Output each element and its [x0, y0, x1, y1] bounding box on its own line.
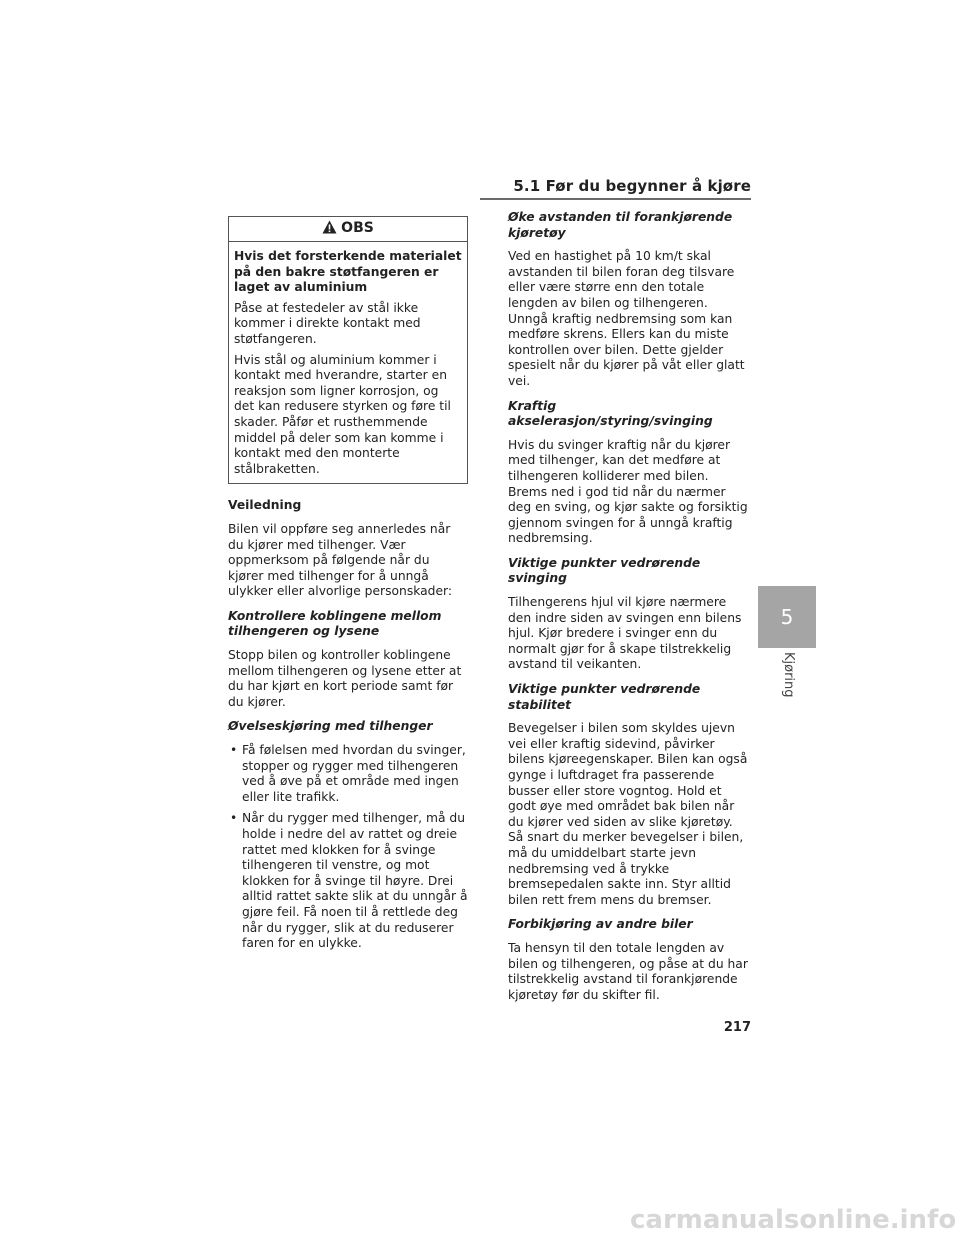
right-column: [508, 210, 751, 1012]
forbikjoring-text: Ta hensyn til den totale lengden av bilen og tilhengeren, og påse at du har tilstrekkelig avstand til forankjørende kjøretøy før du skifter fil.: [508, 940, 748, 1002]
obs-warning-box: [228, 216, 468, 484]
chapter-tab-number: 5: [758, 586, 816, 648]
list-item: • Få følelsen med hvordan du svinger, stopper og rygger med tilhengeren ved å øve på et område med ingen eller lite trafikk.: [228, 743, 468, 805]
forbikjoring-heading: Forbikjøring av andre biler: [508, 917, 693, 932]
obs-paragraph: Hvis stål og aluminium kommer i kontakt med hverandre, starter en reaksjon som ligner korrosjon, og det kan redusere styrken og føre til skader. Påfør et rusthemmende middel på deler som kan komme i kontakt med den monterte stålbraketten.: [234, 352, 451, 476]
koblinger-heading: Kontrollere koblingene mellom tilhengeren og lysene: [228, 608, 442, 639]
section-header-title: 5.1 Før du begynner å kjøre: [513, 177, 751, 195]
stabilitet-heading: Viktige punkter vedrørende stabilitet: [508, 682, 701, 712]
veiledning-heading: Veiledning: [228, 498, 302, 513]
chapter-tab-label: Kjøring: [781, 652, 796, 698]
watermark: carmanualsonline.info: [630, 1205, 957, 1235]
koblinger-text: Stopp bilen og kontroller koblingene mellom tilhengeren og lysene etter at du har kjørt en kort periode samt før du kjører.: [228, 648, 462, 709]
obs-label: OBS: [341, 220, 374, 237]
svinging-heading: Viktige punkter vedrørende svinging: [508, 555, 701, 586]
ovelse-heading: Øvelseskjøring med tilhenger: [228, 719, 433, 734]
veiledning-text: Bilen vil oppføre seg annerledes når du kjører med tilhenger. Vær oppmerksom på følgende når du kjører med tilhenger for å unngå ulykker eller alvorlige personskader:: [228, 521, 453, 599]
avstand-text: Ved en hastighet på 10 km/t skal avstanden til bilen foran deg tilsvare eller være større enn den totale lengden av bilen og tilhengeren. Unngå kraftig nedbremsing som kan medføre skrens. Ellers kan du miste kontrollen over bilen. Dette gjelder spesielt når du kjører på våt eller glatt vei.: [508, 249, 745, 388]
obs-body: [229, 242, 467, 483]
akselerasjon-heading: Kraftig akselerasjon/styring/svinging: [508, 398, 713, 429]
list-item: • Når du rygger med tilhenger, må du holde i nedre del av rattet og dreie rattet med klokken for å svinge tilhengeren til venstre, og mot klokken for å svinge til høyre. Drei alltid rattet sakte slik at du unngår å gjøre feil. Få noen til å rettlede deg når du rygger, slik at du reduserer faren for en ulykke.: [228, 811, 468, 951]
akselerasjon-text: Hvis du svinger kraftig når du kjører med tilhenger, kan det medføre at tilhengeren kolliderer med bilen. Brems ned i god tid når du nærmer deg en sving, og kjør sakte og forsiktig gjennom svingen for å unngå kraftig nedbremsing.: [508, 437, 748, 546]
avstand-heading: Øke avstanden til forankjørende kjøretøy: [508, 210, 733, 240]
page-number: 217: [723, 1020, 751, 1035]
header-rule: [480, 198, 751, 200]
stabilitet-text: Bevegelser i bilen som skyldes ujevn vei eller kraftig sidevind, påvirker bilens kjøreegenskaper. Bilen kan også gynge i luftdraget fra passerende busser eller store vogntog. Hold et godt øye med området bak bilen når du kjører ved siden av slike kjøretøy. Så snart du merker bevegelser i bilen, må du umiddelbart starte jevn nedbremsing ved å trykke bremsepedalen sakte inn. Styr alltid bilen rett frem mens du bremser.: [508, 721, 748, 907]
ovelse-bullet-list: [228, 743, 468, 952]
obs-paragraph: Påse at festedeler av stål ikke kommer i direkte kontakt med støtfangeren.: [234, 300, 421, 346]
warning-triangle-icon: [322, 220, 337, 239]
svinging-text: Tilhengerens hjul vil kjøre nærmere den indre siden av svingen enn bilens hjul. Kjør bredere i svinger enn du normalt gjør for å skape tilstrekkelig avstand til veikanten.: [508, 595, 742, 672]
obs-header: [229, 217, 467, 242]
obs-title: Hvis det forsterkende materialet på den bakre støtfangeren er laget av aluminium: [234, 249, 462, 295]
left-column: [228, 216, 468, 958]
